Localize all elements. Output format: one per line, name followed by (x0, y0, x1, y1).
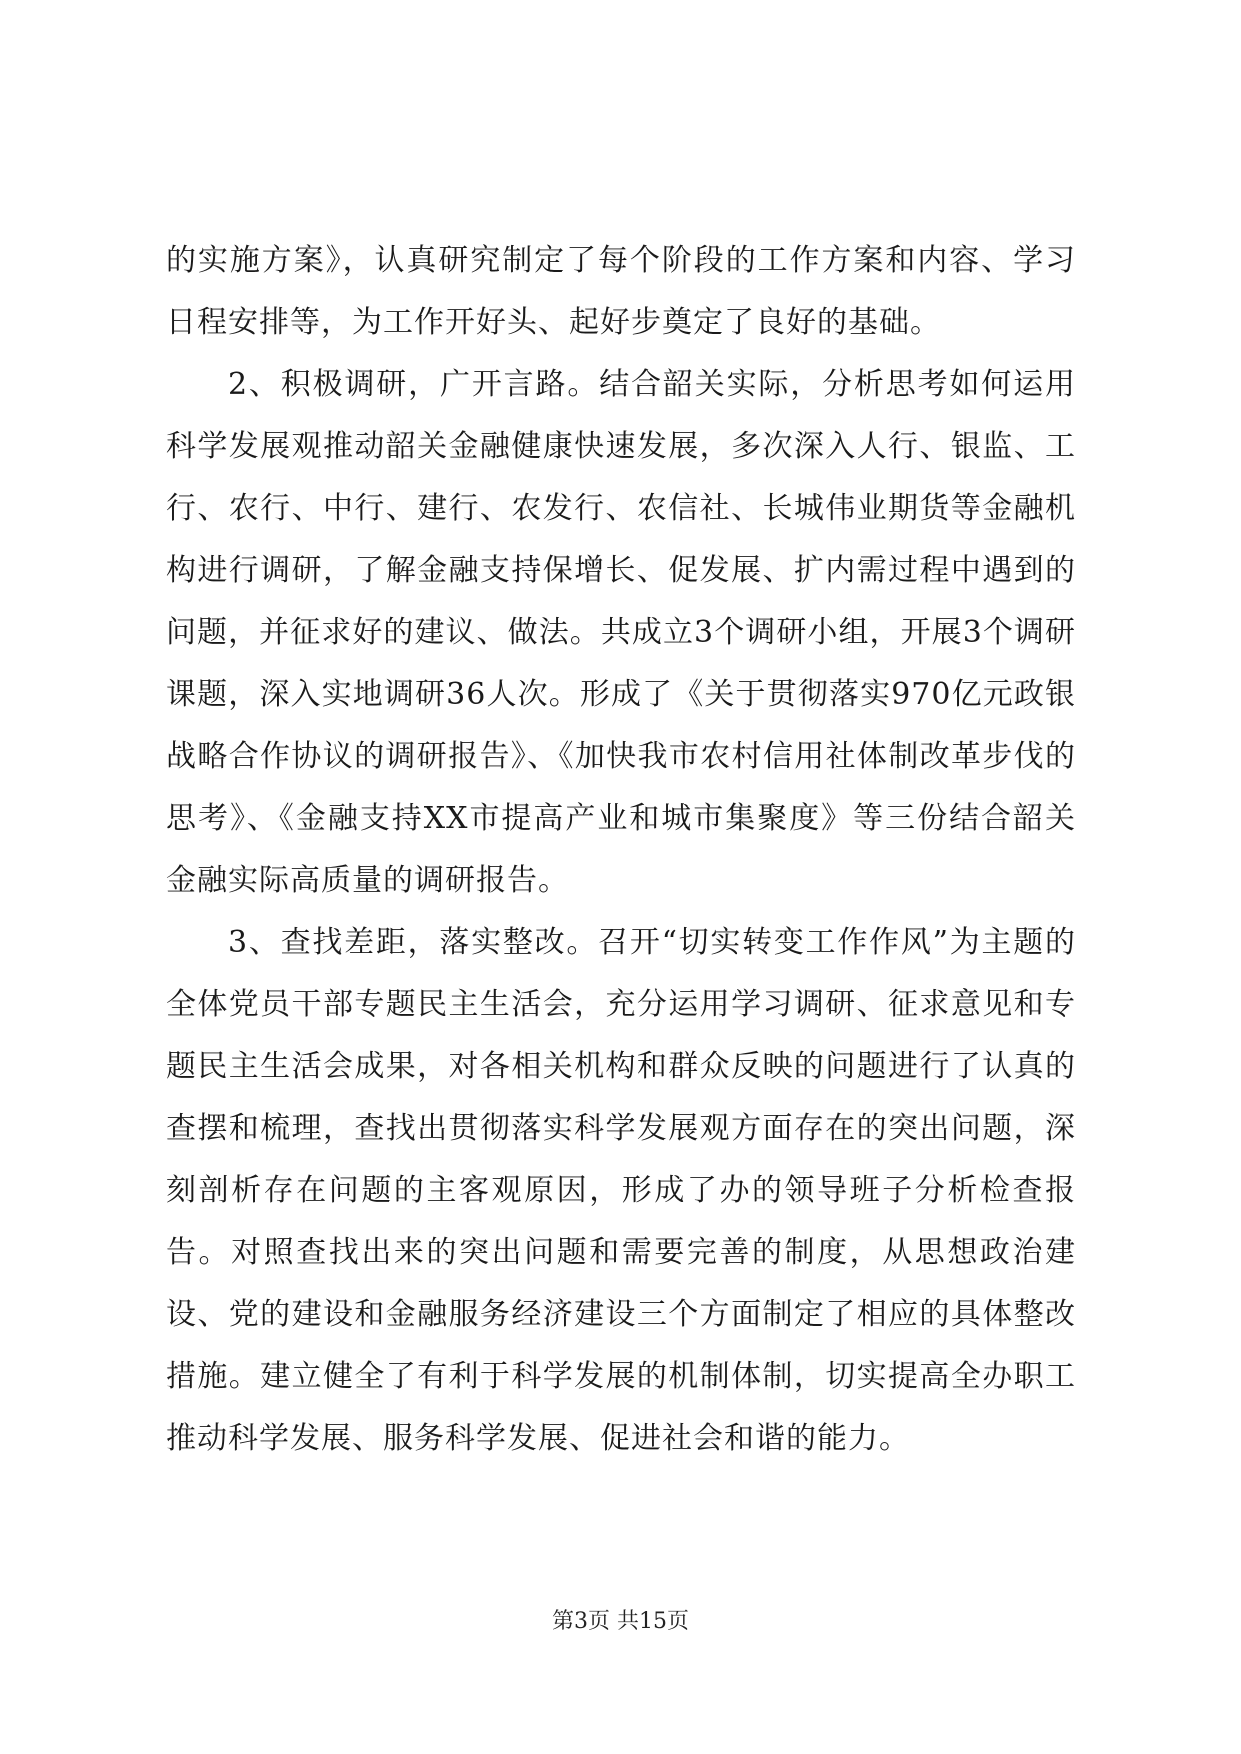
page-number-footer: 第3页 共15页 (552, 1609, 689, 1634)
paragraph-research: 2、积极调研，广开言路。结合韶关实际，分析思考如何运用科学发展观推动韶关金融健康快速发展，多次深入人行、银监、工行、农行、中行、建行、农发行、农信社、长城伟业期货等金融机构进行调研，了解金融支持保增长、促发展、扩内需过程中遇到的问题，并征求好的建议、做法。共成立3个调研小组，开展3个调研课题，深入实地调研36人次。形成了《关于贯彻落实970亿元政银战略合作协议的调研报告》、《加快我市农村信用社体制改革步伐的思考》、《金融支持XX市提高产业和城市集聚度》等三份结合韶关金融实际高质量的调研报告。 (166, 367, 1076, 898)
paragraph-rectification: 3、查找差距，落实整改。召开“切实转变工作作风”为主题的全体党员干部专题民主生活会，充分运用学习调研、征求意见和专题民主生活会成果，对各相关机构和群众反映的问题进行了认真的查摆和梳理，查找出贯彻落实科学发展观方面存在的突出问题，深刻剖析存在问题的主客观原因，形成了办的领导班子分析检查报告。对照查找出来的突出问题和需要完善的制度，从思想政治建设、党的建设和金融服务经济建设三个方面制定了相应的具体整改措施。建立健全了有利于科学发展的机制体制，切实提高全办职工推动科学发展、服务科学发展、促进社会和谐的能力。 (166, 925, 1076, 1456)
paragraph-continuation: 的实施方案》，认真研究制定了每个阶段的工作方案和内容、学习日程安排等，为工作开好头、起好步奠定了良好的基础。 (166, 243, 1076, 340)
document-body (166, 230, 1076, 1470)
